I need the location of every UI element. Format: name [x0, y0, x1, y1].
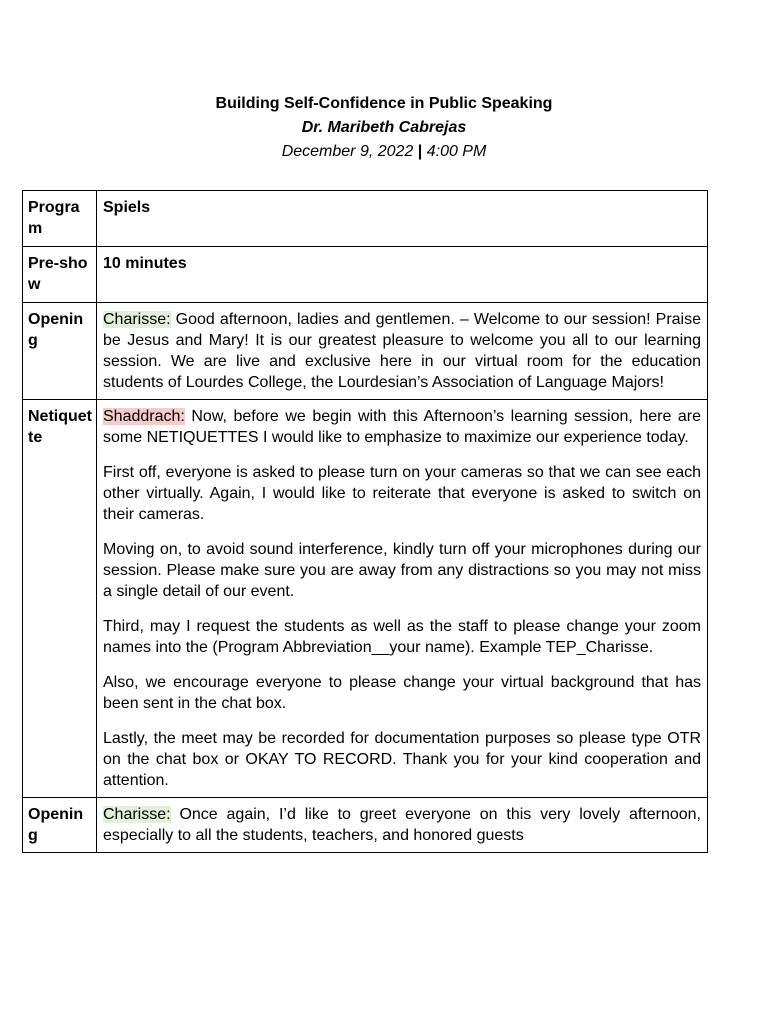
table-row — [23, 303, 708, 400]
program-table — [22, 190, 708, 853]
document-title: Building Self-Confidence in Public Speaking — [215, 95, 553, 112]
program-cell-text: Opening — [28, 806, 84, 844]
date-separator: | — [417, 143, 423, 160]
spiel-paragraph: Moving on, to avoid sound interference, kindly turn off your microphones during our session. Please make sure you are away from any distractions so you may not miss a single detail of our event. — [103, 541, 701, 600]
document-header — [0, 92, 768, 164]
speaker-label: Charisse: — [103, 311, 171, 328]
document-date-line — [0, 140, 768, 164]
spiel-cell-content — [103, 804, 701, 852]
document-author: Dr. Maribeth Cabrejas — [301, 119, 467, 136]
program-cell — [23, 798, 97, 853]
spiel-paragraph: Also, we encourage everyone to please change your virtual background that has been sent in the chat box. — [103, 674, 701, 712]
program-cell: Opening — [23, 303, 97, 400]
table-row — [23, 798, 708, 853]
spiel-paragraph: First off, everyone is asked to please turn on your cameras so that we can see each other virtually. Again, I would like to reiterate that everyone is asked to switch on their cameras. — [103, 464, 701, 523]
table-row — [23, 247, 708, 303]
spiel-text: Good afternoon, ladies and gentlemen. – Welcome to our session! Praise be Jesus and Mary! It is our greatest pleasure to welcome you all to our learning session. We are live and exclusive here in our virtual room for the education students of Lourdes College, the Lourdesian’s Association of Language Majors! — [103, 311, 701, 391]
spiel-cell: 10 minutes — [97, 247, 708, 303]
spiel-cell — [97, 798, 708, 853]
spiel-cell — [97, 400, 708, 798]
speaker-label: Charisse: — [103, 806, 171, 823]
spiels-column-header: Spiels — [97, 191, 708, 247]
document-time: 4:00 PM — [426, 143, 487, 160]
spiel-text: Now, before we begin with this Afternoon’s learning session, here are some NETIQUETTES I would like to emphasize to maximize our experience today. — [103, 408, 701, 446]
spiel-paragraph: Third, may I request the students as well as the staff to please change your zoom names into the (Program Abbreviation__your name). Example TEP_Charisse. — [103, 618, 701, 656]
table-header-row — [23, 191, 708, 247]
spiel-text: Once again, I’d like to greet everyone on this very lovely afternoon, especially to all the students, teachers, and honored guests — [103, 806, 701, 844]
program-cell: Pre-show — [23, 247, 97, 303]
spiel-cell — [97, 303, 708, 400]
program-cell: Netiquette — [23, 400, 97, 798]
table-row — [23, 400, 708, 798]
spiel-paragraph: Lastly, the meet may be recorded for documentation purposes so please type OTR on the chat box or OKAY TO RECORD. Thank you for your kind cooperation and attention. — [103, 730, 701, 789]
document-date: December 9, 2022 — [281, 143, 414, 160]
spiel-paragraph — [103, 406, 701, 448]
program-column-header: Program — [23, 191, 97, 247]
speaker-label: Shaddrach: — [103, 408, 185, 425]
